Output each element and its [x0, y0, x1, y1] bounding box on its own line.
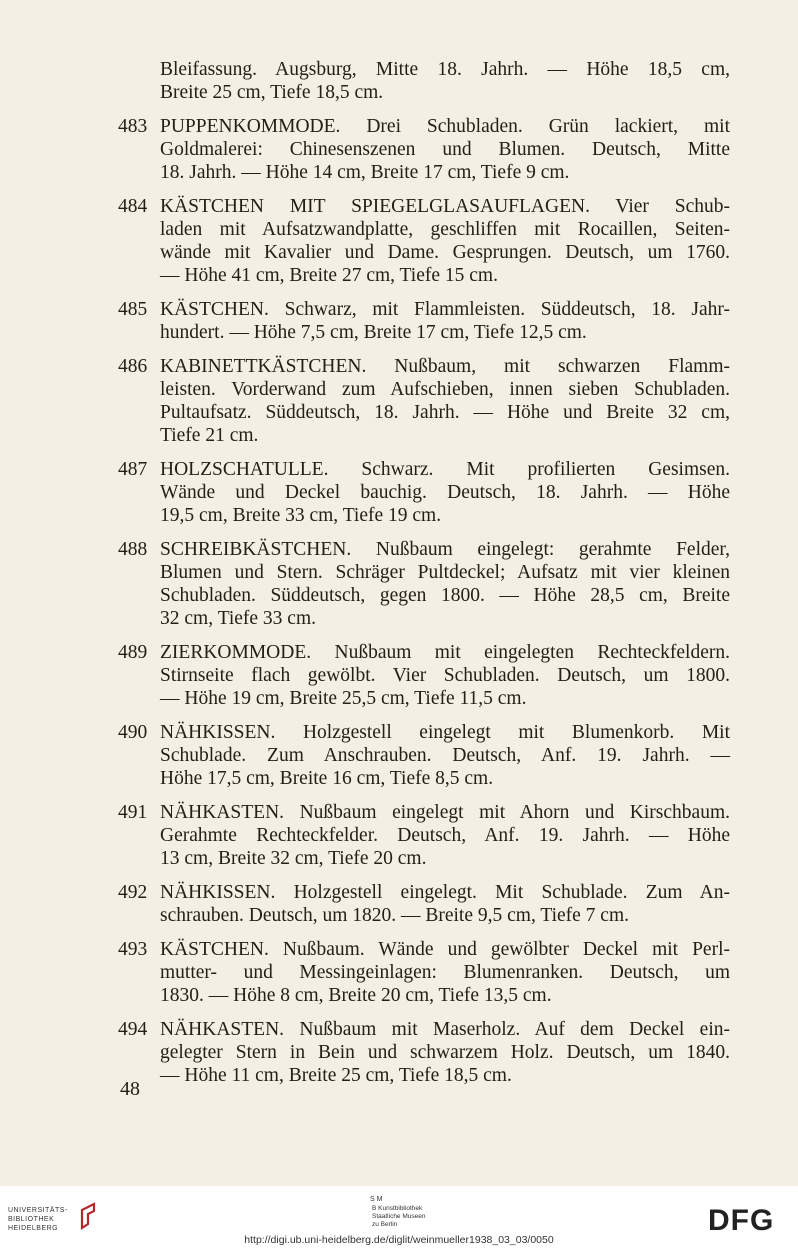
catalog-entry	[118, 298, 730, 344]
catalog-entry	[118, 115, 730, 184]
entry-line: — Höhe 11 cm, Breite 25 cm, Tiefe 18,5 cm.	[160, 1065, 512, 1086]
entry-line: SCHREIBKÄSTCHEN. Nußbaum eingelegt: gerahmte Felder,	[160, 539, 730, 560]
entry-line: schrauben. Deutsch, um 1820. — Breite 9,5 cm, Tiefe 7 cm.	[160, 905, 629, 926]
catalog-entry	[118, 355, 730, 447]
museum-line: zu Berlin	[372, 1221, 398, 1228]
entry-line: leisten. Vorderwand zum Aufschieben, innen sieben Schubladen.	[160, 379, 730, 400]
catalog-entry	[118, 458, 730, 527]
entry-number: 484	[118, 196, 148, 217]
university-line: HEIDELBERG	[8, 1225, 59, 1232]
entry-line: 13 cm, Breite 32 cm, Tiefe 20 cm.	[160, 848, 427, 869]
entry-line: wände mit Kavalier und Dame. Gesprungen. Deutsch, um 1760.	[160, 242, 730, 263]
university-library-name	[8, 1206, 68, 1233]
university-line: BIBLIOTHEK	[8, 1216, 55, 1223]
entry-number: 494	[118, 1019, 148, 1040]
entry-number: 487	[118, 459, 148, 480]
catalog-entry	[118, 538, 730, 630]
entry-line: KÄSTCHEN. Nußbaum. Wände und gewölbter Deckel mit Perl-	[160, 939, 730, 960]
catalog-entry	[118, 801, 730, 870]
entry-line: — Höhe 41 cm, Breite 27 cm, Tiefe 15 cm.	[160, 265, 498, 286]
catalog-entry	[118, 721, 730, 790]
entry-list	[118, 115, 730, 1087]
catalog-entry	[118, 881, 730, 927]
entry-line: Tiefe 21 cm.	[160, 425, 259, 446]
entry-line: 32 cm, Tiefe 33 cm.	[160, 608, 316, 629]
entry-line: PUPPENKOMMODE. Drei Schubladen. Grün lackiert, mit	[160, 116, 730, 137]
museum-name	[372, 1205, 492, 1229]
catalog-entry	[118, 195, 730, 287]
entry-line: NÄHKASTEN. Nußbaum mit Maserholz. Auf dem Deckel ein-	[160, 1019, 730, 1040]
page-number: 48	[120, 1078, 140, 1100]
entry-line: Bleifassung. Augsburg, Mitte 18. Jahrh. — Höhe 18,5 cm,	[160, 59, 730, 80]
entry-line: hundert. — Höhe 7,5 cm, Breite 17 cm, Tiefe 12,5 cm.	[160, 322, 587, 343]
entry-line: NÄHKISSEN. Holzgestell eingelegt mit Blumenkorb. Mit	[160, 722, 730, 743]
entry-line: Breite 25 cm, Tiefe 18,5 cm.	[160, 82, 384, 103]
entry-line: Stirnseite flach gewölbt. Vier Schubladen. Deutsch, um 1800.	[160, 665, 730, 686]
entry-line: 19,5 cm, Breite 33 cm, Tiefe 19 cm.	[160, 505, 442, 526]
museum-line: Staatliche Museen	[372, 1213, 426, 1220]
museum-line: B Kunstbibliothek	[372, 1205, 423, 1212]
entry-line: — Höhe 19 cm, Breite 25,5 cm, Tiefe 11,5 cm.	[160, 688, 527, 709]
source-url[interactable]: http://digi.ub.uni-heidelberg.de/diglit/weinmueller1938_03_03/0050	[244, 1234, 554, 1246]
entry-number: 493	[118, 939, 148, 960]
entry-line: Schublade. Zum Anschrauben. Deutsch, Anf. 19. Jahrh. —	[160, 745, 730, 766]
entry-line: KABINETTKÄSTCHEN. Nußbaum, mit schwarzen Flamm-	[160, 356, 730, 377]
entry-line: Goldmalerei: Chinesenszenen und Blumen. Deutsch, Mitte	[160, 139, 730, 160]
entry-number: 491	[118, 802, 148, 823]
catalog-entry	[118, 1018, 730, 1087]
entry-number: 483	[118, 116, 148, 137]
entry-line: Wände und Deckel bauchig. Deutsch, 18. Jahrh. — Höhe	[160, 482, 730, 503]
entry-line: Schubladen. Süddeutsch, gegen 1800. — Höhe 28,5 cm, Breite	[160, 585, 730, 606]
entry-line: NÄHKASTEN. Nußbaum eingelegt mit Ahorn und Kirschbaum.	[160, 802, 730, 823]
entry-number: 489	[118, 642, 148, 663]
entry-number: 486	[118, 356, 148, 377]
entry-number: 490	[118, 722, 148, 743]
entry-line: Pultaufsatz. Süddeutsch, 18. Jahrh. — Höhe und Breite 32 cm,	[160, 402, 730, 423]
university-logo-icon	[74, 1200, 100, 1232]
catalog-entry	[118, 641, 730, 710]
entry-line: Gerahmte Rechteckfelder. Deutsch, Anf. 19. Jahrh. — Höhe	[160, 825, 730, 846]
entries-column	[118, 58, 730, 1098]
entry-line: KÄSTCHEN. Schwarz, mit Flammleisten. Süddeutsch, 18. Jahr-	[160, 299, 730, 320]
entry-line: Höhe 17,5 cm, Breite 16 cm, Tiefe 8,5 cm.	[160, 768, 494, 789]
entry-line: HOLZSCHATULLE. Schwarz. Mit profilierten Gesimsen.	[160, 459, 730, 480]
catalog-entry	[118, 938, 730, 1007]
continued-entry	[118, 58, 730, 104]
entry-number: 492	[118, 882, 148, 903]
sm-mark: S M	[370, 1196, 383, 1203]
entry-line: 1830. — Höhe 8 cm, Breite 20 cm, Tiefe 13,5 cm.	[160, 985, 552, 1006]
entry-line: Blumen und Stern. Schräger Pultdeckel; Aufsatz mit vier kleinen	[160, 562, 730, 583]
entry-line: KÄSTCHEN MIT SPIEGELGLASAUFLAGEN. Vier Schub-	[160, 196, 730, 217]
entry-line: ZIERKOMMODE. Nußbaum mit eingelegten Rechteckfeldern.	[160, 642, 730, 663]
entry-line: NÄHKISSEN. Holzgestell eingelegt. Mit Schublade. Zum An-	[160, 882, 730, 903]
entry-line: laden mit Aufsatzwandplatte, geschliffen mit Rocaillen, Seiten-	[160, 219, 730, 240]
entry-line: 18. Jahrh. — Höhe 14 cm, Breite 17 cm, Tiefe 9 cm.	[160, 162, 570, 183]
university-line: UNIVERSITÄTS-	[8, 1207, 68, 1214]
entry-line: mutter- und Messingeinlagen: Blumenranken. Deutsch, um	[160, 962, 730, 983]
entry-number: 488	[118, 539, 148, 560]
entry-number: 485	[118, 299, 148, 320]
entry-line: gelegter Stern in Bein und schwarzem Holz. Deutsch, um 1840.	[160, 1042, 730, 1063]
dfg-logo: DFG	[708, 1204, 775, 1237]
